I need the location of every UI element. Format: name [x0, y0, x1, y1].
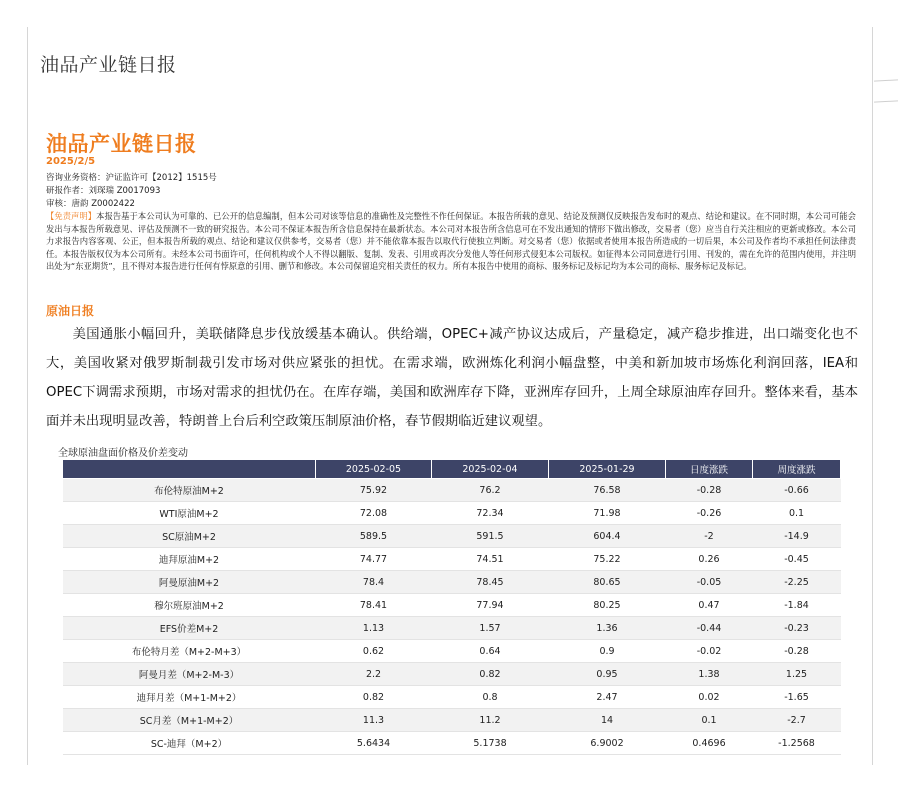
header-cell: 日度涨跌	[666, 460, 753, 479]
value-cell: 0.8	[432, 686, 549, 709]
value-cell: -0.23	[753, 617, 841, 640]
value-cell: 0.95	[549, 663, 666, 686]
value-cell: 0.1	[666, 709, 753, 732]
value-cell: -1.2568	[753, 732, 841, 755]
table-body	[63, 479, 841, 755]
value-cell: 72.08	[316, 502, 432, 525]
value-cell: 75.22	[549, 548, 666, 571]
row-label-cell: WTI原油M+2	[63, 502, 316, 525]
value-cell: -0.05	[666, 571, 753, 594]
value-cell: 0.26	[666, 548, 753, 571]
value-cell: 0.02	[666, 686, 753, 709]
value-cell: -2.25	[753, 571, 841, 594]
value-cell: 0.1	[753, 502, 841, 525]
value-cell: 1.38	[666, 663, 753, 686]
header-cell: 2025-02-05	[316, 460, 432, 479]
page-margin-mark	[874, 79, 898, 81]
row-label-cell: 阿曼月差（M+2-M-3）	[63, 663, 316, 686]
table-row	[63, 548, 841, 571]
value-cell: 1.25	[753, 663, 841, 686]
disclaimer-text: 本报告基于本公司认为可靠的、已公开的信息编制，但本公司对该等信息的准确性及完整性不作任何保证。本报告所载的意见、结论及预测仅反映报告发布时的观点、结论和建议。在不同时期，本公司可能会发出与本报告所载意见、评估及预测不一致的研究报告。本公司不保证本报告所含信息保持在最新状态。本公司对本报告所含信息可在不发出通知的情形下做出修改，交易者（您）应当自行关注相应的更新或修改。本公司力求报告内容客观、公正，但本报告所载的观点、结论和建议仅供参考，交易者（您）并不能依靠本报告以取代行使独立判断。对交易者（您）依据或者使用本报告所造成的一切后果，本公司及作者均不承担任何法律责任。本报告版权仅为本公司所有。未经本公司书面许可，任何机构或个人不得以翻版、复制、发表、引用或再次分发他人等任何形式侵犯本公司版权。如征得本公司同意进行引用、刊发的，需在允许的范围内使用，并注明出处为“东亚期货”，且不得对本报告进行任何有悖原意的引用、删节和修改。本公司保留追究相关责任的权力。所有本报告中使用的商标、服务标记及标记均为本公司的商标、服务标记及标记。	[46, 211, 856, 272]
value-cell: 1.13	[316, 617, 432, 640]
value-cell: -0.66	[753, 479, 841, 502]
table-row	[63, 502, 841, 525]
table-row	[63, 686, 841, 709]
value-cell: 80.25	[549, 594, 666, 617]
section-title: 原油日报	[46, 304, 95, 318]
header-cell: 2025-01-29	[549, 460, 666, 479]
table-row	[63, 479, 841, 502]
value-cell: 78.41	[316, 594, 432, 617]
value-cell: 74.77	[316, 548, 432, 571]
row-label-cell: 穆尔班原油M+2	[63, 594, 316, 617]
value-cell: 0.4696	[666, 732, 753, 755]
author-info: 研报作者：刘琛瑞 Z0017093	[46, 186, 161, 196]
value-cell: 0.82	[432, 663, 549, 686]
value-cell: 11.2	[432, 709, 549, 732]
report-title: 油品产业链日报	[46, 132, 197, 156]
value-cell: -0.44	[666, 617, 753, 640]
value-cell: 1.36	[549, 617, 666, 640]
value-cell: 77.94	[432, 594, 549, 617]
row-label-cell: SC月差（M+1-M+2）	[63, 709, 316, 732]
report-date: 2025/2/5	[46, 156, 96, 167]
table-row	[63, 571, 841, 594]
value-cell: -0.45	[753, 548, 841, 571]
value-cell: 78.45	[432, 571, 549, 594]
value-cell: 5.1738	[432, 732, 549, 755]
value-cell: 80.65	[549, 571, 666, 594]
value-cell: -0.02	[666, 640, 753, 663]
row-label-cell: 迪拜原油M+2	[63, 548, 316, 571]
value-cell: 14	[549, 709, 666, 732]
table-caption: 全球原油盘面价格及价差变动	[58, 448, 188, 459]
value-cell: 2.47	[549, 686, 666, 709]
value-cell: 11.3	[316, 709, 432, 732]
value-cell: -0.28	[666, 479, 753, 502]
value-cell: 76.58	[549, 479, 666, 502]
license-info: 咨询业务资格：沪证监许可【2012】1515号	[46, 173, 217, 183]
value-cell: 1.57	[432, 617, 549, 640]
reviewer-info: 审核：唐韵 Z0002422	[46, 199, 135, 209]
table-header-row	[63, 460, 841, 479]
value-cell: 5.6434	[316, 732, 432, 755]
value-cell: 6.9002	[549, 732, 666, 755]
row-label-cell: EFS价差M+2	[63, 617, 316, 640]
table-row	[63, 525, 841, 548]
page-left-border	[27, 27, 28, 765]
row-label-cell: SC原油M+2	[63, 525, 316, 548]
value-cell: 71.98	[549, 502, 666, 525]
row-label-cell: 布伦特原油M+2	[63, 479, 316, 502]
row-label-cell: 阿曼原油M+2	[63, 571, 316, 594]
page-margin-mark	[874, 100, 898, 102]
table-row	[63, 594, 841, 617]
value-cell: 589.5	[316, 525, 432, 548]
row-label-cell: 迪拜月差（M+1-M+2）	[63, 686, 316, 709]
value-cell: 75.92	[316, 479, 432, 502]
value-cell: -1.65	[753, 686, 841, 709]
value-cell: -2.7	[753, 709, 841, 732]
value-cell: 2.2	[316, 663, 432, 686]
value-cell: 591.5	[432, 525, 549, 548]
value-cell: 76.2	[432, 479, 549, 502]
disclaimer-tag: 【免责声明】	[46, 211, 97, 221]
value-cell: 604.4	[549, 525, 666, 548]
table-row	[63, 617, 841, 640]
table-row	[63, 732, 841, 755]
value-cell: 72.34	[432, 502, 549, 525]
value-cell: 0.9	[549, 640, 666, 663]
price-table	[62, 459, 841, 755]
value-cell: -2	[666, 525, 753, 548]
table-row	[63, 640, 841, 663]
value-cell: 0.62	[316, 640, 432, 663]
value-cell: 0.82	[316, 686, 432, 709]
value-cell: 74.51	[432, 548, 549, 571]
value-cell: 0.64	[432, 640, 549, 663]
value-cell: -14.9	[753, 525, 841, 548]
disclaimer	[46, 210, 856, 273]
value-cell: 0.47	[666, 594, 753, 617]
value-cell: 78.4	[316, 571, 432, 594]
table-row	[63, 663, 841, 686]
row-label-cell: 布伦特月差（M+2-M+3）	[63, 640, 316, 663]
document-header: 油品产业链日报	[40, 54, 177, 76]
header-cell: 2025-02-04	[432, 460, 549, 479]
page-right-border	[872, 27, 873, 765]
header-cell: 周度涨跌	[753, 460, 841, 479]
value-cell: -0.26	[666, 502, 753, 525]
table-row	[63, 709, 841, 732]
analysis-paragraph: 美国通胀小幅回升，美联储降息步伐放缓基本确认。供给端，OPEC+减产协议达成后，产量稳定，减产稳步推进，出口端变化也不大，美国收紧对俄罗斯制裁引发市场对供应紧张的担忧。在需求端，欧洲炼化利润小幅盘整，中美和新加坡市场炼化利润回落，IEA和OPEC下调需求预期，市场对需求的担忧仍在。在库存端，美国和欧洲库存下降，亚洲库存回升，上周全球原油库存回升。整体来看，基本面并未出现明显改善，特朗普上台后利空政策压制原油价格，春节假期临近建议观望。	[46, 327, 858, 429]
value-cell: -0.28	[753, 640, 841, 663]
value-cell: -1.84	[753, 594, 841, 617]
header-cell	[63, 460, 316, 479]
row-label-cell: SC-迪拜（M+2）	[63, 732, 316, 755]
